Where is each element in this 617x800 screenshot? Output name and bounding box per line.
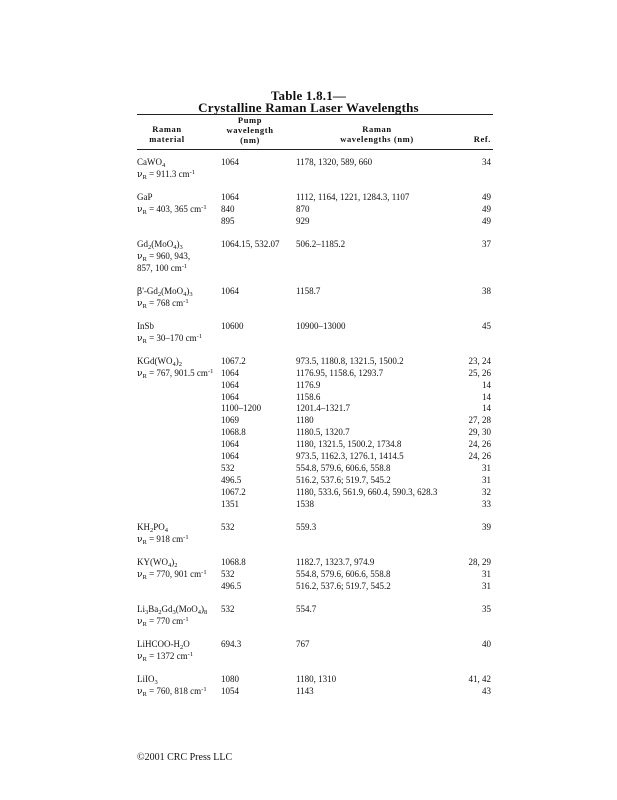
pump-cell: 1067.2 bbox=[221, 355, 246, 366]
pump-cell: 1064 bbox=[221, 367, 239, 378]
pump-cell: 1080 bbox=[221, 673, 239, 684]
ref-cell: 45 bbox=[482, 320, 491, 331]
ref-cell: 38 bbox=[482, 285, 491, 296]
material-cell: $\nu_R = 760$, 818 $cm^{-1}$ bbox=[137, 685, 207, 698]
ref-cell: 14 bbox=[482, 391, 491, 402]
ref-cell: 40 bbox=[482, 638, 491, 649]
raman-cell: 1180, 533.6, 561.9, 660.4, 590.3, 628.3 bbox=[296, 486, 438, 497]
raman-cell: 973.5, 1162.3, 1276.1, 1414.5 bbox=[296, 451, 404, 461]
raman-cell: 1176.95, 1158.6, 1293.7 bbox=[296, 367, 384, 378]
raman-cell: 973.5, 1180.8, 1321.5, 1500.2 bbox=[296, 355, 404, 366]
ref-cell: 41, 42 bbox=[468, 673, 491, 684]
raman-cell: 1143 bbox=[296, 685, 314, 696]
pump-cell: 1069 bbox=[221, 415, 239, 426]
ref-cell: 31 bbox=[482, 568, 491, 579]
raman-cell: 1180 bbox=[296, 415, 314, 426]
pump-cell: 1067.2 bbox=[221, 486, 246, 497]
material-cell: GaP bbox=[137, 192, 153, 202]
ref-cell: 49 bbox=[482, 215, 491, 226]
material-cell: $\nu_R = 768$ $cm^{-1}$ bbox=[137, 297, 189, 310]
material-cell: $\nu_R = 770$, 901 $cm^{-1}$ bbox=[137, 568, 207, 581]
pump-cell: 694.3 bbox=[221, 638, 242, 649]
raman-cell: 516.2, 537.6; 519.7, 545.2 bbox=[296, 580, 391, 591]
pump-cell: 496.5 bbox=[221, 580, 242, 591]
header-ref: Ref. bbox=[473, 134, 491, 144]
material-cell: $\nu_R = 1372$ $cm^{-1}$ bbox=[137, 650, 194, 663]
pump-cell: 1054 bbox=[221, 685, 239, 696]
material-cell: InSb bbox=[137, 320, 155, 331]
ref-cell: 14 bbox=[482, 379, 491, 390]
material-cell: $\nu_R = 767$, 901.5 $cm^{-1}$ bbox=[137, 367, 214, 380]
material-cell: $KY(WO_4)_2$ bbox=[137, 556, 178, 569]
material-cell: $\beta'-Gd_2(MoO_4)_3$ bbox=[137, 285, 193, 298]
pump-cell: 1064 bbox=[221, 379, 239, 390]
material-cell: CaWO$_4$ bbox=[137, 157, 166, 169]
pump-cell: 1064 bbox=[221, 157, 239, 167]
ref-cell: 24, 26 bbox=[468, 439, 491, 450]
pump-cell: 1064 bbox=[221, 192, 239, 202]
raman-cell: 1158.7 bbox=[296, 285, 321, 296]
material-cell: $\nu_R = 918$ $cm^{-1}$ bbox=[137, 533, 189, 546]
ref-cell: 14 bbox=[482, 403, 491, 414]
table-subtitle: Crystalline Raman Laser Wavelengths bbox=[198, 100, 419, 115]
copyright-footer: ©2001 CRC Press LLC bbox=[137, 752, 233, 763]
ref-cell: 27, 28 bbox=[468, 415, 491, 426]
top-rule bbox=[137, 114, 493, 115]
raman-cell: 1176.9 bbox=[296, 379, 321, 390]
raman-cell: 767 bbox=[296, 638, 310, 649]
ref-cell: 25, 26 bbox=[468, 367, 491, 378]
pump-cell: 532 bbox=[221, 568, 235, 579]
ref-cell: 29, 30 bbox=[468, 427, 491, 438]
material-cell: $Li_3Ba_2Gd_3(MoO_4)_8$ bbox=[137, 603, 208, 616]
material-cell: $\nu_R = 770$ $cm^{-1}$ bbox=[137, 615, 189, 628]
material-cell: $KH_2PO_4$ bbox=[137, 521, 169, 534]
pump-cell: 496.5 bbox=[221, 474, 242, 485]
ref-cell: 37 bbox=[482, 238, 491, 249]
ref-cell: 31 bbox=[482, 462, 491, 473]
raman-cell: 1201.4–1321.7 bbox=[296, 403, 350, 414]
raman-cell: 870 bbox=[296, 203, 310, 214]
material-cell: $Gd_2(MoO_4)_3$ bbox=[137, 238, 183, 251]
raman-cell: 1538 bbox=[296, 498, 314, 509]
ref-cell: 49 bbox=[482, 203, 491, 214]
ref-cell: 49 bbox=[482, 192, 491, 202]
pump-cell: 1064.15, 532.07 bbox=[221, 238, 280, 249]
pump-cell: 840 bbox=[221, 203, 235, 214]
pump-cell: 532 bbox=[221, 603, 235, 614]
raman-cell: 516.2, 537.6; 519.7, 545.2 bbox=[296, 474, 391, 485]
raman-cell: 554.8, 579.6, 606.6, 558.8 bbox=[296, 568, 391, 579]
pump-cell: 532 bbox=[221, 462, 235, 473]
raman-cell: 1182.7, 1323.7, 974.9 bbox=[296, 556, 375, 567]
ref-cell: 28, 29 bbox=[468, 556, 491, 567]
raman-cell: 929 bbox=[296, 215, 310, 226]
pump-cell: 1064 bbox=[221, 285, 239, 296]
ref-cell: 39 bbox=[482, 521, 491, 532]
header-raman-wavelengths: Raman wavelengths (nm) bbox=[340, 124, 414, 144]
pump-cell: 1068.8 bbox=[221, 427, 246, 438]
ref-cell: 31 bbox=[482, 474, 491, 485]
header-material: Raman material bbox=[149, 124, 185, 144]
raman-cell: 1178, 1320, 589, 660 bbox=[296, 157, 373, 167]
ref-cell: 35 bbox=[482, 603, 491, 614]
table-title: Table 1.8.1— bbox=[270, 88, 347, 103]
material-cell: 857, 100 $cm^{-1}$ bbox=[137, 262, 188, 273]
ref-cell: 24, 26 bbox=[468, 451, 491, 461]
raman-cell: 506.2–1185.2 bbox=[296, 238, 346, 249]
ref-cell: 34 bbox=[482, 157, 491, 167]
raman-cell: 554.8, 579.6, 606.6, 558.8 bbox=[296, 462, 391, 473]
pump-cell: 1064 bbox=[221, 451, 239, 461]
material-cell: $\nu_R = 911.3$ $cm^{-1}$ bbox=[137, 168, 195, 181]
pump-cell: 10600 bbox=[221, 320, 244, 331]
raman-cell: 554.7 bbox=[296, 603, 317, 614]
pump-cell: 1351 bbox=[221, 498, 239, 509]
pump-cell: 532 bbox=[221, 521, 235, 532]
pump-cell: 1064 bbox=[221, 391, 239, 402]
raman-cell: 1180, 1321.5, 1500.2, 1734.8 bbox=[296, 439, 402, 450]
ref-cell: 32 bbox=[482, 486, 491, 497]
ref-cell: 23, 24 bbox=[468, 355, 491, 366]
ref-cell: 33 bbox=[482, 498, 491, 509]
ref-cell: 31 bbox=[482, 580, 491, 591]
ref-cell: 43 bbox=[482, 685, 491, 696]
raman-cell: 1158.6 bbox=[296, 391, 321, 402]
header-pump-wavelength: Pump wavelength (nm) bbox=[226, 115, 274, 145]
raman-cell: 559.3 bbox=[296, 521, 317, 532]
pump-cell: 1100–1200 bbox=[221, 403, 262, 414]
material-cell: LiIO$_3$ bbox=[137, 673, 158, 686]
raman-cell: 10900–13000 bbox=[296, 320, 346, 331]
material-cell: $\nu_R = 403$, 365 $cm^{-1}$ bbox=[137, 203, 207, 216]
pump-cell: 1064 bbox=[221, 439, 239, 450]
material-cell: $\nu_R = 960$, 943, bbox=[137, 250, 191, 263]
material-cell: LiHCOO-$H_2O$ bbox=[137, 638, 190, 651]
pump-cell: 895 bbox=[221, 215, 235, 226]
raman-cell: 1180.5, 1320.7 bbox=[296, 427, 350, 438]
raman-cell: 1180, 1310 bbox=[296, 673, 337, 684]
material-cell: $KGd(WO_4)_2$ bbox=[137, 355, 182, 368]
header-rule bbox=[137, 149, 493, 150]
raman-cell: 1112, 1164, 1221, 1284.3, 1107 bbox=[296, 192, 410, 202]
pump-cell: 1068.8 bbox=[221, 556, 246, 567]
material-cell: $\nu_R = 30-170$ $cm^{-1}$ bbox=[137, 332, 203, 345]
